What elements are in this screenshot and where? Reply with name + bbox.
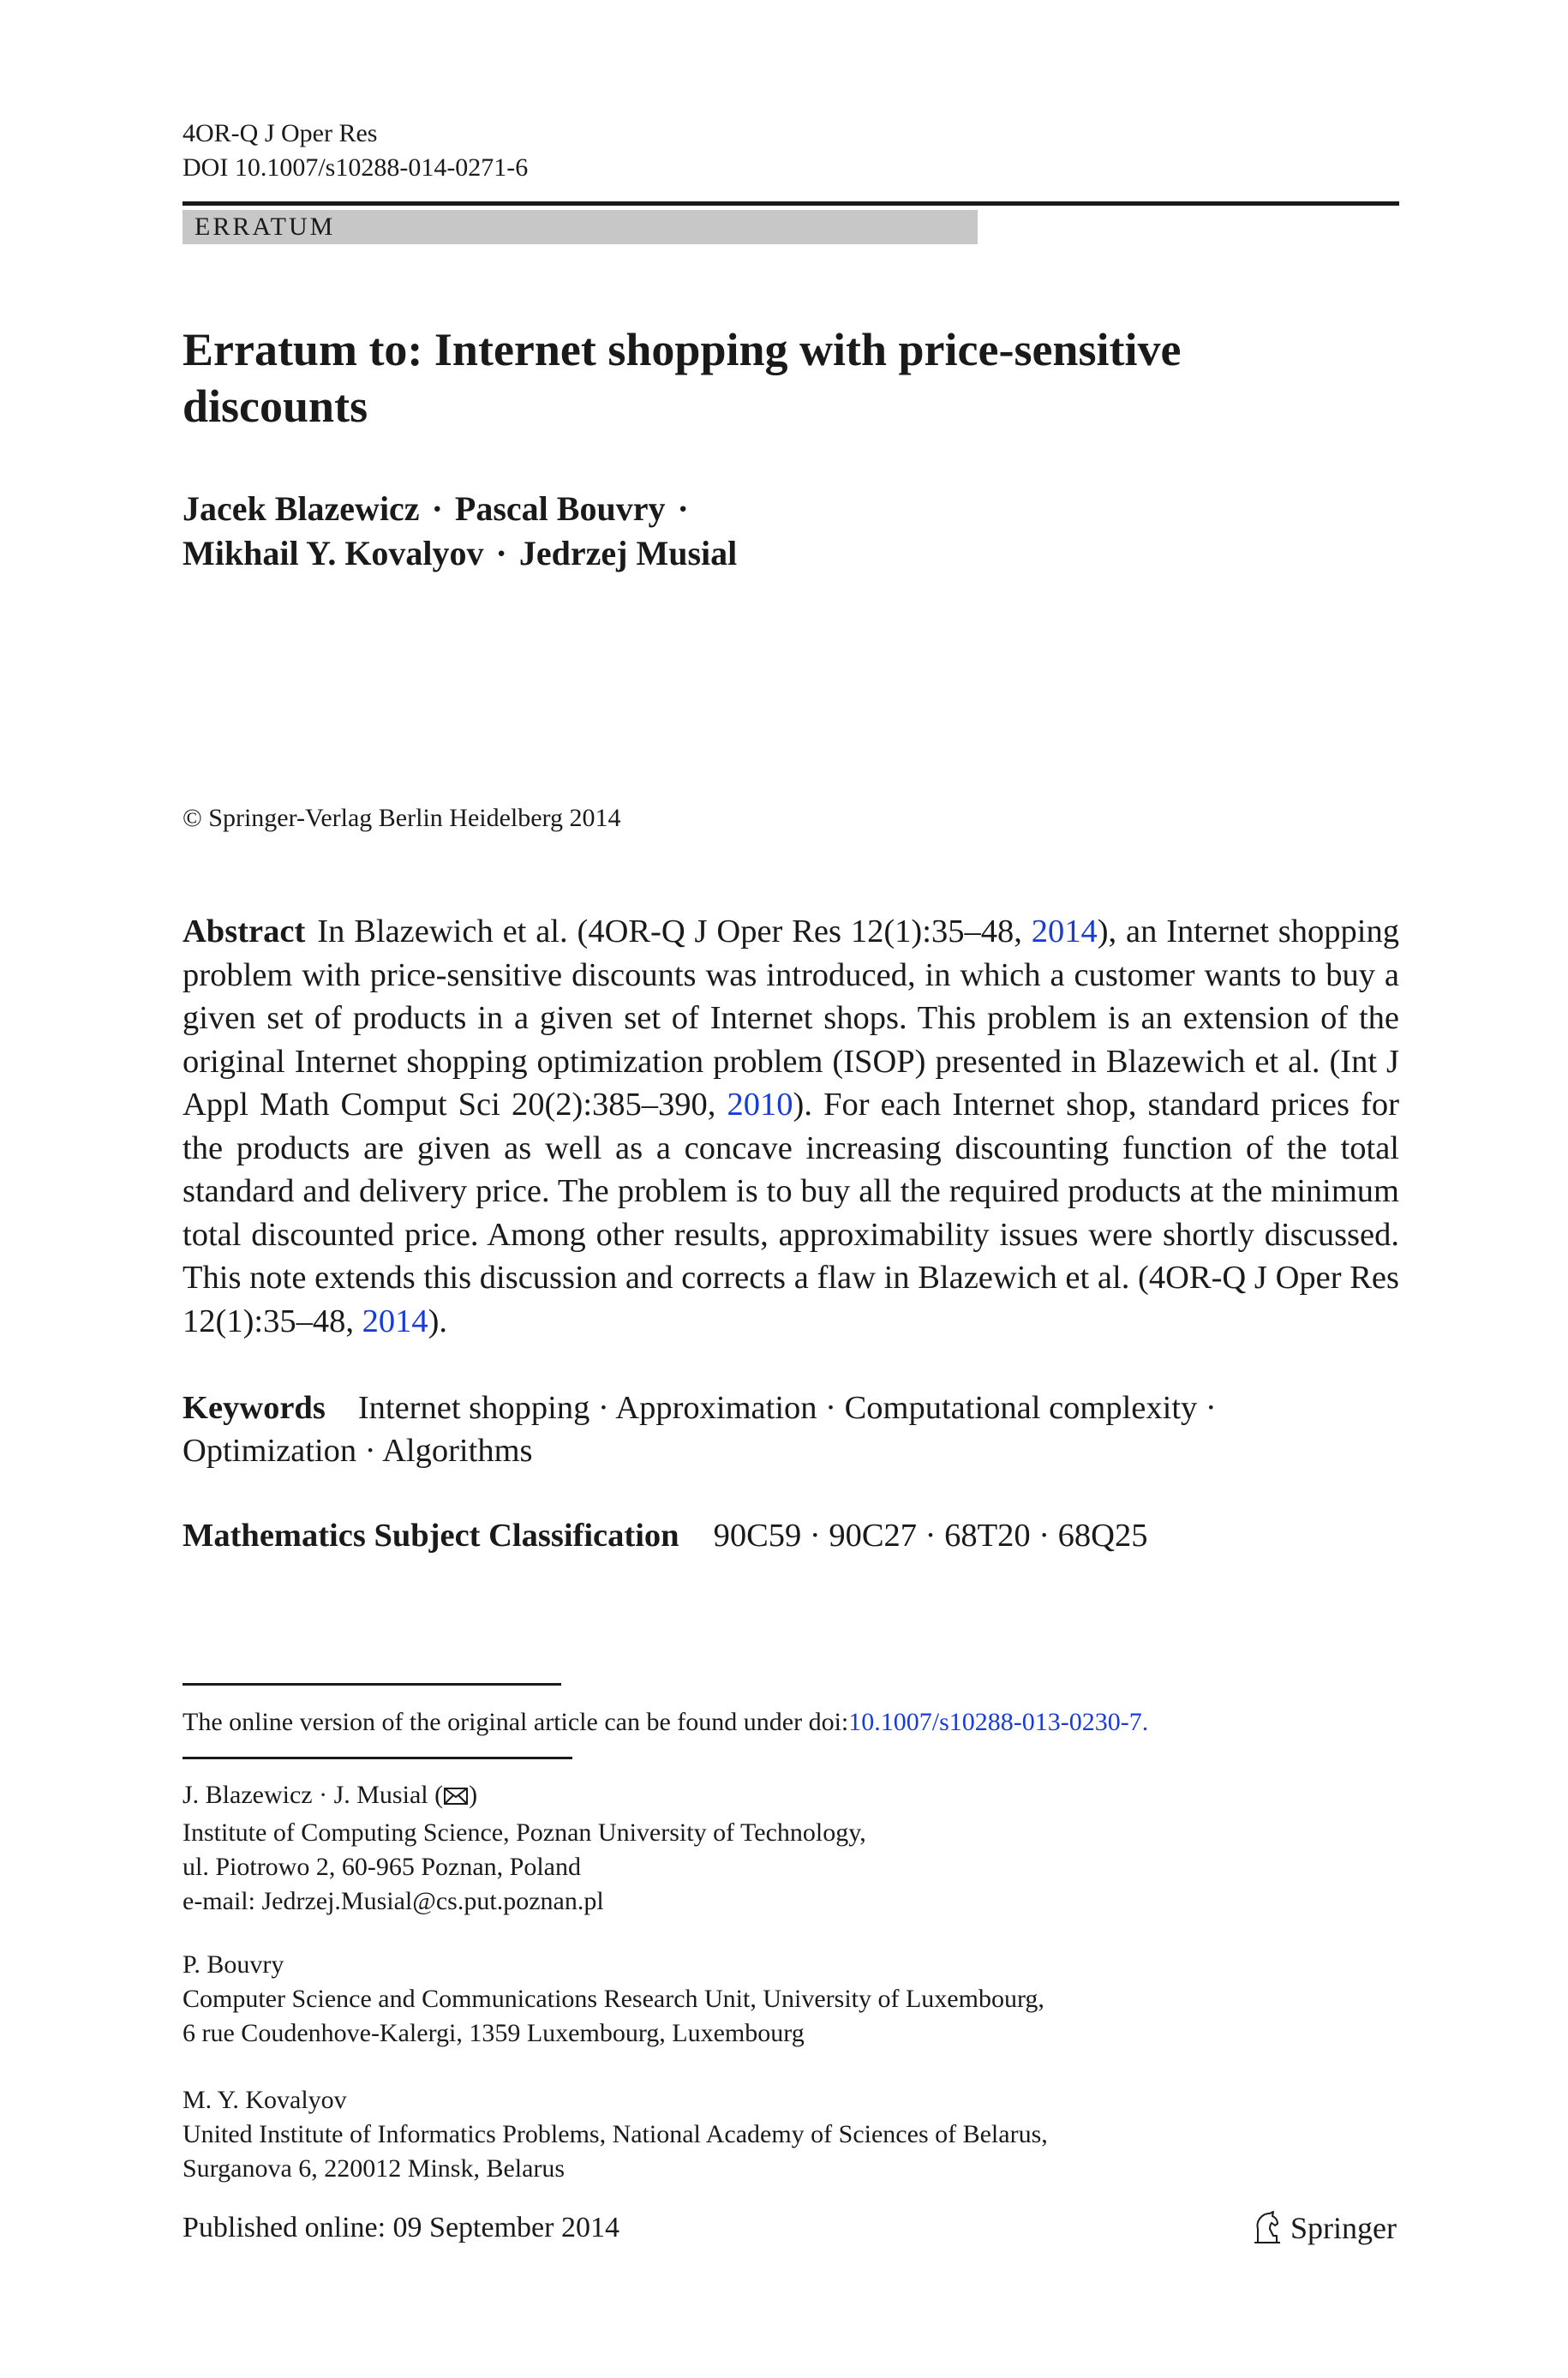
affiliation-rule	[183, 1757, 572, 1759]
abstract-text: ).	[428, 1303, 448, 1339]
author-separator: ·	[431, 489, 443, 528]
affiliation-names: M. Y. Kovalyov	[183, 2086, 347, 2114]
journal-name: 4OR-Q J Oper Res	[183, 119, 378, 147]
envelope-icon	[443, 1782, 469, 1816]
affiliation-line: Surganova 6, 220012 Minsk, Belarus	[183, 2154, 566, 2183]
abstract	[183, 910, 1399, 1343]
keywords-line: Internet shopping · Approximation · Computational complexity ·	[357, 1390, 1217, 1426]
author-name: Jacek Blazewicz	[183, 489, 420, 528]
author-name: Jedrzej Musial	[518, 534, 738, 572]
article-type-bar	[183, 210, 978, 244]
author-separator: ·	[677, 489, 689, 528]
abstract-text: ). For each Internet shop, standard prices for the products are given as well as a concave increasing discounting function of the total standard and delivery price. The problem is to buy all the required products at the minimum total discounted price. Among other results, approximability issues were shortly discussed. This note extends this discussion and corrects a flaw in Blazewich et al. (4OR-Q J Oper Res 12(1):35–48,	[183, 1087, 1399, 1339]
publisher-logo	[1251, 2209, 1397, 2247]
title-line-2: discounts	[183, 380, 368, 432]
citation-link[interactable]: 2014	[362, 1303, 428, 1339]
affiliation-line: Computer Science and Communications Research Unit, University of Luxembourg,	[183, 1985, 1044, 2013]
affiliation-names-suffix: )	[469, 1781, 478, 1809]
copyright-notice: © Springer-Verlag Berlin Heidelberg 2014	[183, 804, 621, 832]
springer-horse-icon	[1251, 2210, 1290, 2246]
affiliation-email[interactable]: e-mail: Jedrzej.Musial@cs.put.poznan.pl	[183, 1887, 604, 1915]
keywords	[183, 1387, 1399, 1472]
abstract-text: In Blazewich et al. (4OR-Q J Oper Res 12(1):35–48,	[317, 913, 1032, 949]
author-name: Mikhail Y. Kovalyov	[183, 534, 484, 572]
article-doi: DOI 10.1007/s10288-014-0271-6	[183, 153, 529, 182]
affiliation-block	[183, 1778, 866, 1919]
footnote	[183, 1705, 1148, 1740]
affiliation-names: J. Blazewicz · J. Musial (	[183, 1781, 444, 1809]
journal-header	[183, 117, 528, 185]
header-rule	[183, 201, 1399, 206]
footnote-text: The online version of the original article can be found under doi:	[183, 1708, 849, 1736]
original-article-doi-link[interactable]: 10.1007/s10288-013-0230-7.	[848, 1708, 1149, 1736]
abstract-label: Abstract	[183, 913, 306, 949]
article-title	[183, 321, 1399, 434]
abstract-text: ), an Internet shopping problem with price-sensitive discounts was introduced, in which a customer wants to buy a given set of products in a given set of Internet shops. This problem is an extension of the original Internet shopping optimization problem (ISOP) presented in Blazewich et al. (Int J Appl Math Comput Sci 20(2):385–390,	[183, 913, 1399, 1123]
footnote-rule	[183, 1683, 561, 1686]
author-name: Pascal Bouvry	[454, 489, 666, 528]
keywords-label: Keywords	[183, 1390, 326, 1426]
citation-link[interactable]: 2010	[727, 1087, 793, 1123]
affiliation-block	[183, 2083, 1048, 2186]
article-type-label: ERRATUM	[195, 213, 336, 241]
affiliation-line: Institute of Computing Science, Poznan University of Technology,	[183, 1818, 866, 1847]
affiliation-block	[183, 1948, 1044, 2051]
title-line-1: Erratum to: Internet shopping with price-sensitive	[183, 324, 1182, 375]
citation-link[interactable]: 2014	[1031, 913, 1098, 949]
msc-label: Mathematics Subject Classification	[183, 1518, 679, 1554]
affiliation-line: 6 rue Coudenhove-Kalergi, 1359 Luxembourg, Luxembourg	[183, 2019, 805, 2047]
keywords-line: Optimization · Algorithms	[183, 1433, 533, 1469]
publisher-name: Springer	[1290, 2211, 1397, 2245]
subject-classification	[183, 1514, 1399, 1557]
affiliation-names: P. Bouvry	[183, 1950, 284, 1979]
author-list	[183, 487, 1399, 576]
msc-codes: 90C59 · 90C27 · 68T20 · 68Q25	[713, 1518, 1148, 1554]
author-separator: ·	[495, 534, 507, 572]
published-date: Published online: 09 September 2014	[183, 2212, 619, 2243]
affiliation-line: United Institute of Informatics Problems, National Academy of Sciences of Belarus,	[183, 2120, 1048, 2148]
affiliation-line: ul. Piotrowo 2, 60-965 Poznan, Poland	[183, 1853, 581, 1881]
